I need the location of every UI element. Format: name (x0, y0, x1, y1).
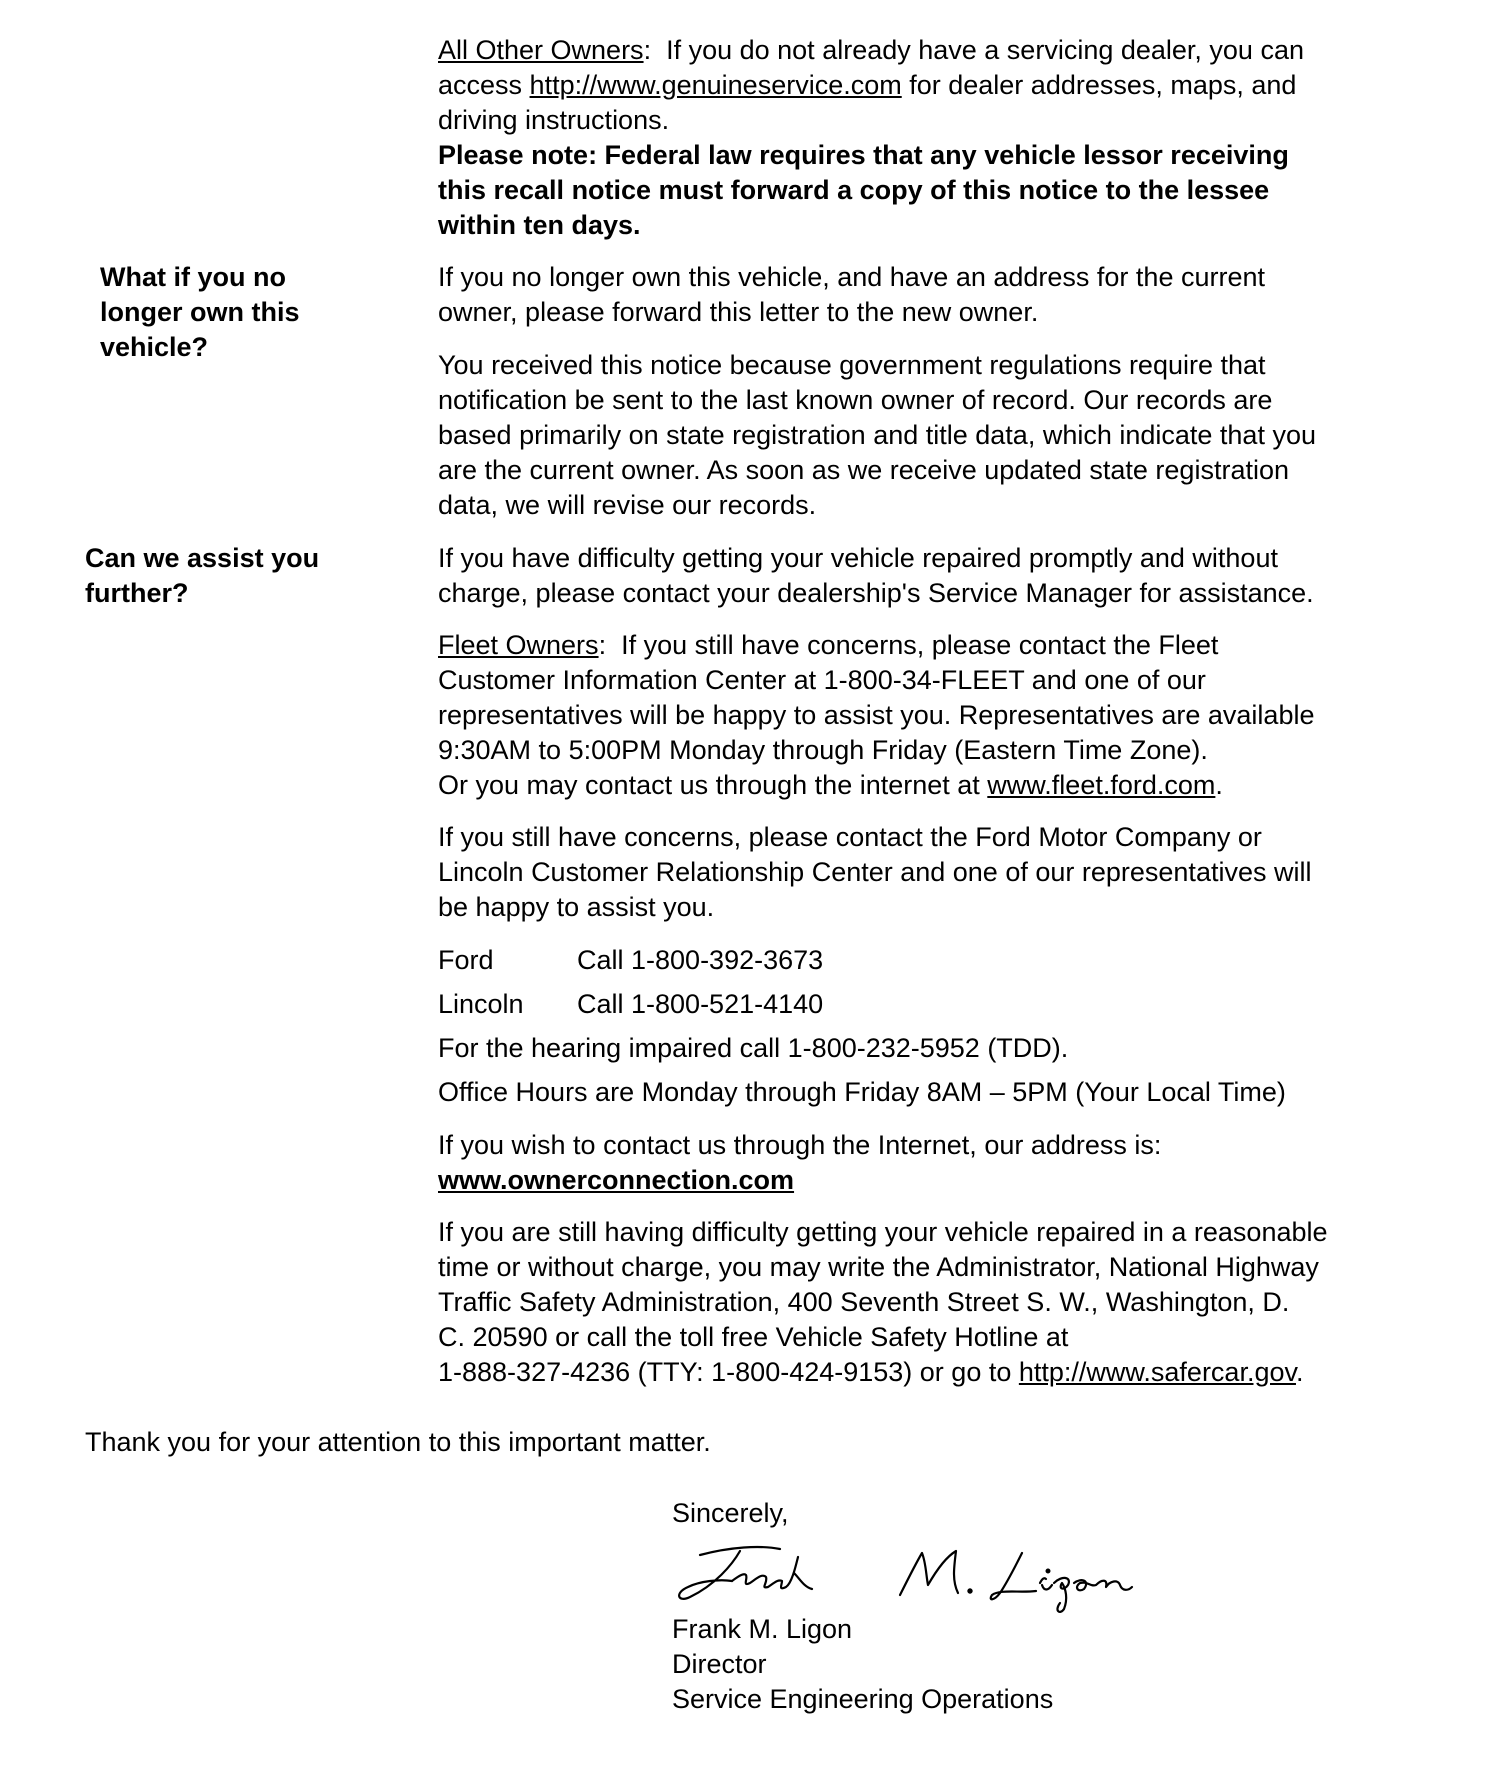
assist-para1: If you have difficulty getting your vehicle repaired promptly and without charge, please contact your dealership's Service Manager for assistance. (438, 543, 1314, 608)
no-longer-own-para2: You received this notice because government regulations require that notification be sent to the last known owner of record. Our records are based primarily on state registration and title data, which indicate that you are the current owner. As soon as we receive updated state registration data, we will revise our records. (438, 350, 1316, 520)
sincerely-line: Sincerely, (672, 1498, 789, 1528)
assist-heading: Can we assist you further? (85, 543, 320, 608)
ford-phone-row: Ford Call 1-800-392-3673 (438, 943, 1458, 978)
genuineservice-link[interactable]: http://www.genuineservice.com (529, 70, 902, 100)
fleet-ford-link[interactable]: www.fleet.ford.com (987, 770, 1216, 800)
no-longer-own-heading: What if you no longer own this vehicle? (100, 262, 300, 362)
signature (670, 1535, 1140, 1615)
other-owners-section (438, 33, 1458, 243)
signatory-dept: Service Engineering Operations (672, 1684, 1054, 1714)
fleet-owners-section: Fleet Owners: If you still have concerns, please contact the Fleet Customer Information Center at 1-800-34-FLEET and one of our representatives will be happy to assist you. Representatives are available 9:30AM to 5:00PM Monday through Friday (Eastern Time Zone). Or you may contact us through the internet at www.fleet.ford.com. (438, 630, 1315, 800)
internet-section: If you wish to contact us through the Internet, our address is: www.ownerconnection.com (438, 1128, 1458, 1198)
nhtsa-section: If you are still having difficulty getting your vehicle repaired in a reasonable time or without charge, you may write the Administrator, National Highway Traffic Safety Administration, 400 Seventh Street S. W., Washington, D. C. 20590 or call the toll free Vehicle Safety Hotline at 1-888-327-4236 (TTY: 1-800-424-9153) or go to http://www.safercar.gov. (438, 1217, 1328, 1387)
other-owners-line2: access http://www.genuineservice.com for dealer addresses, maps, and (438, 70, 1297, 100)
lessor-note-line1: Please note: Federal law requires that any vehicle lessor receiving (438, 140, 1289, 170)
other-owners-line3: driving instructions. (438, 105, 670, 135)
ownerconnection-link[interactable]: www.ownerconnection.com (438, 1165, 795, 1195)
thank-you-line: Thank you for your attention to this important matter. (85, 1427, 711, 1457)
lincoln-phone-row: Lincoln Call 1-800-521-4140 (438, 987, 1458, 1022)
fleet-owners-label: Fleet Owners (438, 630, 599, 660)
other-owners-label: All Other Owners (438, 35, 644, 65)
ford-phone: Call 1-800-392-3673 (577, 945, 824, 975)
lessor-note-line2: this recall notice must forward a copy of this notice to the lessee (438, 175, 1270, 205)
signatory-title: Director (672, 1649, 767, 1679)
other-owners-line1: All Other Owners: If you do not already have a servicing dealer, you can (438, 35, 1304, 65)
tdd-line: For the hearing impaired call 1-800-232-5952 (TDD). (438, 1033, 1069, 1063)
safercar-link[interactable]: http://www.safercar.gov (1018, 1357, 1296, 1387)
signatory-block (672, 1612, 1053, 1717)
no-longer-own-para1: If you no longer own this vehicle, and have an address for the current owner, please forward this letter to the new owner. (438, 262, 1265, 327)
lessor-note-line3: within ten days. (438, 210, 641, 240)
assist-para3: If you still have concerns, please contact the Ford Motor Company or Lincoln Customer Relationship Center and one of our representatives will be happy to assist you. (438, 822, 1312, 922)
office-hours-line: Office Hours are Monday through Friday 8AM – 5PM (Your Local Time) (438, 1077, 1286, 1107)
lincoln-phone: Call 1-800-521-4140 (577, 989, 824, 1019)
signatory-name: Frank M. Ligon (672, 1614, 853, 1644)
